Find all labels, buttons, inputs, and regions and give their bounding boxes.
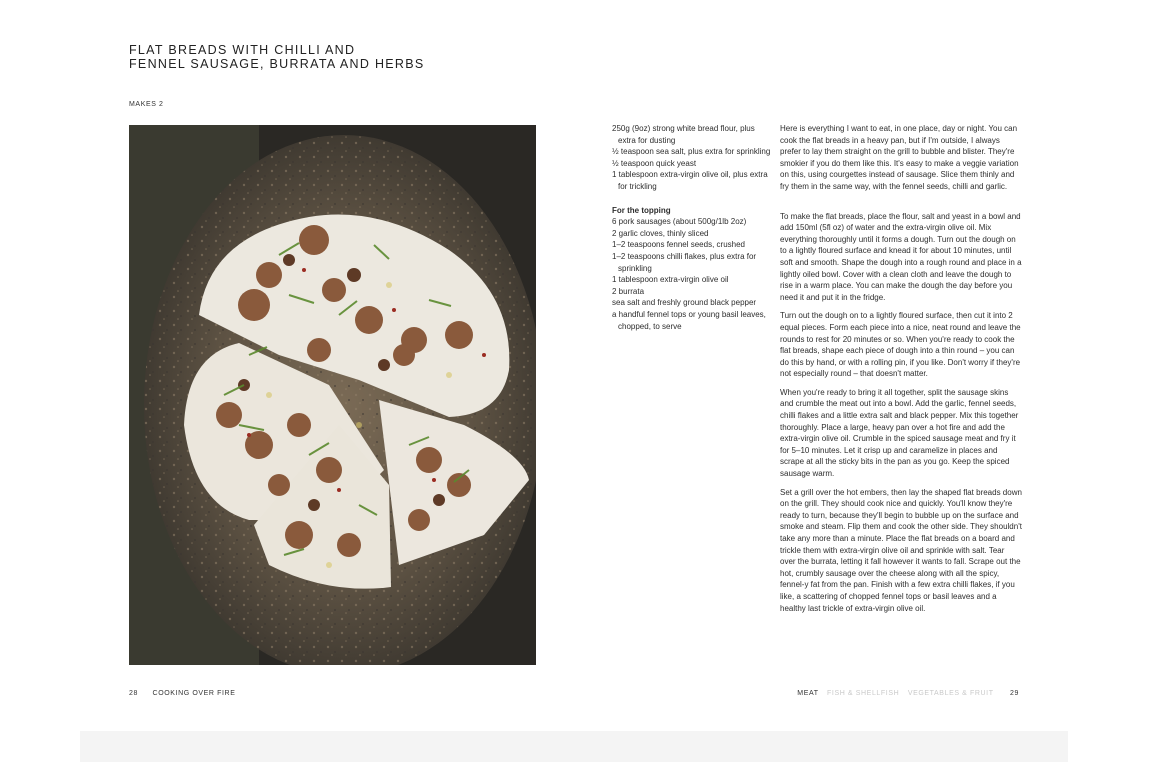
page-number-left: 28 [129, 690, 138, 697]
viewer-bottom-bar [80, 731, 1068, 762]
method-step: To make the flat breads, place the flour, salt and yeast in a bowl and add 150ml (5fl oz) of water and the extra-virgin olive oil. Mix everything thoroughly until it forms a dough. Turn out the dough on to a lightly floured surface and knead it for about 10 minutes, until soft and smooth. Shape the dough into a rough round and place in a lightly oiled bowl. Cover with a clean cloth and leave the dough to rise in a warm place. You can make the dough the day before you need it and put it in the fridge. [780, 211, 1022, 302]
page-number-right: 29 [1010, 690, 1019, 697]
ingredient-item: 2 burrata [612, 286, 645, 296]
ingredient-item: 1–2 teaspoons fennel seeds, crushed [612, 240, 745, 250]
flatbread-photo-image [129, 125, 536, 665]
ingredients-list [612, 123, 772, 332]
yield-label: MAKES 2 [129, 101, 164, 108]
ingredient-item: ½ teaspoon quick yeast [612, 158, 697, 168]
ingredient-item: ½ teaspoon sea salt, plus extra for sprinkling [612, 147, 771, 157]
method-step: Turn out the dough on to a lightly floured surface, then cut it into 2 equal pieces. Form each piece into a nice, neat round and leave the rounds to rest for 20 minutes or so. When you're ready to cook the flat breads, shape each piece of dough into a thin round – you can do this by hand, or with a rolling pin, if you like. Don't worry if they're not especially round – that doesn't matter. [780, 311, 1021, 379]
ingredient-item: 1 tablespoon extra-virgin olive oil, plus extra for trickling [612, 170, 768, 191]
section-tab-meat: MEAT [797, 690, 819, 697]
topping-heading: For the topping [612, 205, 671, 215]
ingredient-item: a handful fennel tops or young basil leaves, chopped, to serve [612, 309, 766, 331]
ingredient-item: 2 garlic cloves, thinly sliced [612, 228, 709, 238]
recipe-title-line-1: FLAT BREADS WITH CHILLI AND [129, 43, 356, 57]
flatbread-photo [129, 125, 536, 665]
footer-left [129, 690, 235, 697]
footer-right [791, 690, 1019, 697]
intro-paragraph: Here is everything I want to eat, in one place, day or night. You can cook the flat breads in a heavy pan, but if I'm outside, I always prefer to lay them straight on the grill to bubble and blister. They're smokier if you do them like this. It's easy to make a veggie variation on this, using courgettes instead of sausage. Slice them thinly and fry them in the same way, with the fennel seeds, chilli and garlic. [780, 124, 1019, 191]
recipe-title [129, 43, 529, 71]
recipe-title-line-2: FENNEL SAUSAGE, BURRATA AND HERBS [129, 57, 425, 71]
section-tab-vegetables: VEGETABLES & FRUIT [907, 690, 994, 697]
method-step: When you're ready to bring it all together, split the sausage skins and crumble the meat out into a bowl. Add the garlic, fennel seeds, chilli flakes and a little extra salt and black pepper. Mix this together thoroughly. Place a large, heavy pan over a hot fire and add the extra-virgin olive oil. Crumble in the spiced sausage meat and fry it for 5–10 minutes. Let it crisp up and caramelize in places and scrape at all the sticky bits in the pan as you go. Keep the spiced sausage warm. [780, 387, 1019, 479]
ingredient-item: 1 tablespoon extra-virgin olive oil [612, 275, 729, 285]
ingredient-item: sea salt and freshly ground black pepper [612, 298, 757, 308]
ingredient-item: 250g (9oz) strong white bread flour, plus extra for dusting [612, 124, 755, 145]
method-step: Set a grill over the hot embers, then lay the shaped flat breads down on the grill. They should cook nice and quickly. You'll know they're ready to turn, because they'll begin to bubble up on the surface and smoke and steam. Flip them and cook the other side. They shouldn't take any more than a minute. Place the flat breads on a board and trickle them with extra-virgin olive oil and sprinkle with salt. Tear over the burrata, letting it fall however it wants to fall. Scrape out the hot, crumbly sausage over the cheese along with all the spicy, fennel-y fat from the pan. Finish with a few extra chilli flakes, if you like, a scattering of chopped fennel tops or basil leaves and a healthy last trickle of extra-virgin olive oil. [780, 487, 1022, 613]
ingredient-item: 6 pork sausages (about 500g/1lb 2oz) [612, 217, 747, 227]
method-text [780, 123, 1022, 621]
ingredient-item: 1–2 teaspoons chilli flakes, plus extra for sprinkling [612, 251, 757, 273]
section-tab-fish: FISH & SHELLFISH [827, 690, 900, 697]
book-title: COOKING OVER FIRE [152, 690, 236, 697]
